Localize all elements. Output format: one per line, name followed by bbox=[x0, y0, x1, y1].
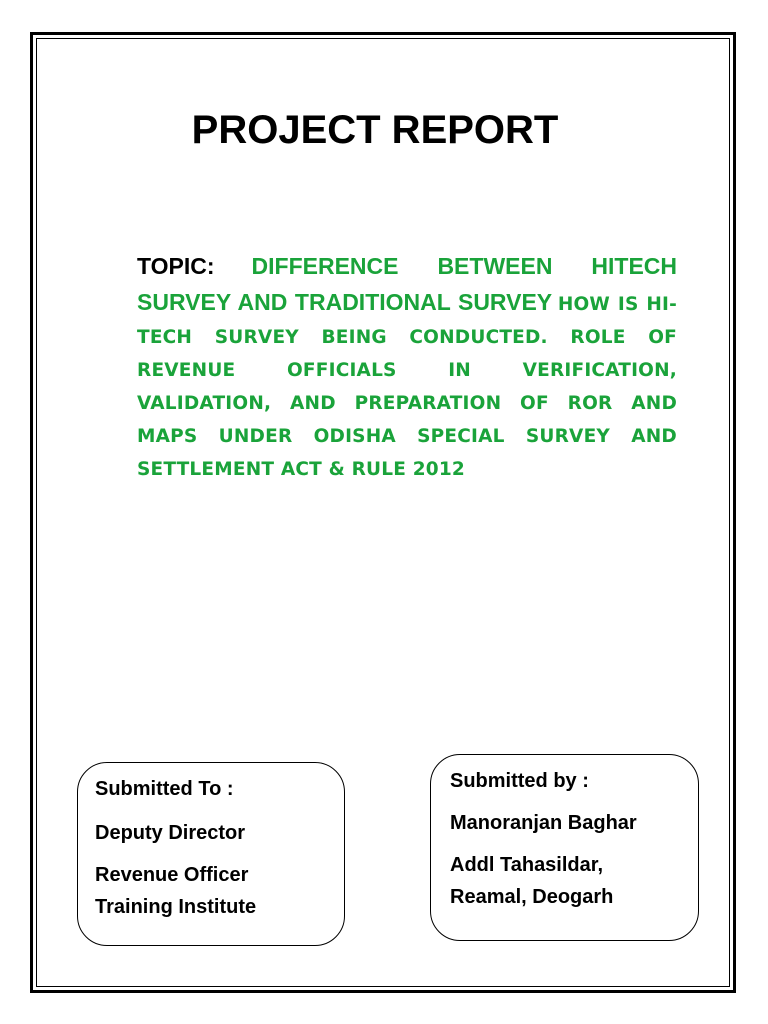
submitted-by-box bbox=[430, 754, 699, 941]
topic-label: TOPIC: bbox=[137, 253, 215, 279]
recipient-organization-line2: Training Institute bbox=[95, 896, 257, 918]
author-location: Reamal, Deogarh bbox=[450, 886, 614, 908]
submitted-to-label: Submitted To : bbox=[95, 778, 234, 800]
author-designation: Addl Tahasildar, bbox=[450, 854, 603, 876]
topic-paragraph bbox=[137, 250, 677, 487]
submitted-by-label: Submitted by : bbox=[450, 770, 589, 792]
recipient-organization-line1: Revenue Officer bbox=[95, 864, 249, 886]
topic-body: HOW IS HI-TECH SURVEY BEING CONDUCTED. ROLE OF REVENUE OFFICIALS IN VERIFICATION, VALIDATION, AND PREPARATION OF ROR AND MAPS UNDER ODISHA SPECIAL SURVEY AND SETTLEMENT ACT & RULE 2012 bbox=[137, 294, 677, 480]
topic-heading: DIFFERENCE BETWEEN HITECH SURVEY AND TRADITIONAL SURVEY bbox=[137, 253, 678, 315]
recipient-title: Deputy Director bbox=[95, 822, 246, 844]
submitted-to-box bbox=[77, 762, 345, 946]
document-title: PROJECT REPORT bbox=[191, 108, 559, 152]
author-name: Manoranjan Baghar bbox=[450, 812, 637, 834]
